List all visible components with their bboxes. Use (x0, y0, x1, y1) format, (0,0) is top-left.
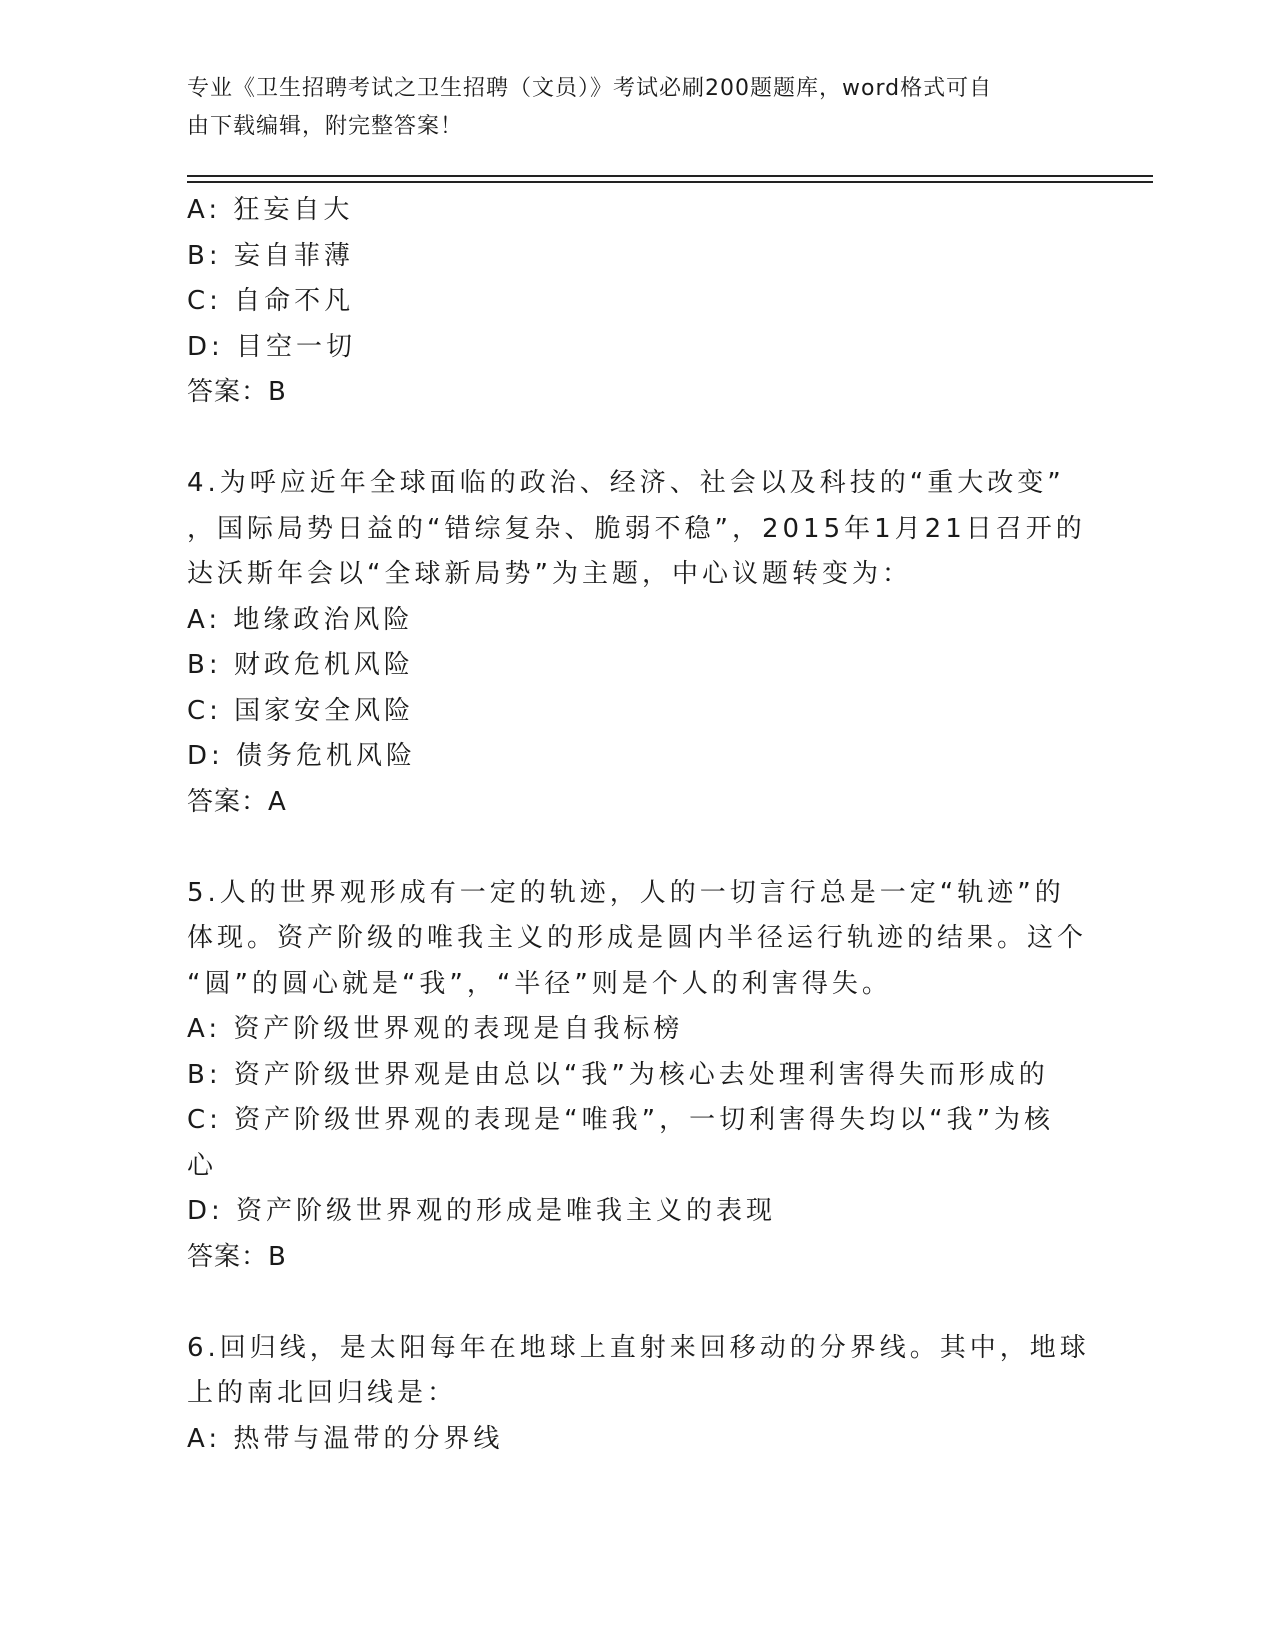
option-b: B: 财政危机风险 (187, 650, 414, 680)
option-d: D: 资产阶级世界观的形成是唯我主义的表现 (187, 1196, 777, 1226)
question-stem: 5.人的世界观形成有一定的轨迹，人的一切言行总是一定“轨迹”的 (187, 877, 1065, 908)
answer: 答案：A (187, 786, 287, 817)
question-6 (187, 1326, 1090, 1463)
answer: 答案：B (187, 1241, 287, 1272)
question-stem: “圆”的圆心就是“我”，“半径”则是个人的利害得失。 (187, 968, 892, 999)
header-rule-bottom (187, 181, 1153, 183)
option-a: A: 狂妄自大 (187, 195, 354, 225)
question-stem: 4.为呼应近年全球面临的政治、经济、社会以及科技的“重大改变” (187, 468, 1065, 498)
answer: 答案：B (187, 377, 287, 407)
option-d: D: 债务危机风险 (187, 741, 417, 771)
option-c: C: 资产阶级世界观的表现是“唯我”，一切利害得失均以“我”为核 (187, 1105, 1055, 1135)
question-3 (187, 188, 1087, 416)
option-a: A: 地缘政治风险 (187, 604, 414, 635)
header-line-1: 专业《卫生招聘考试之卫生招聘（文员）》考试必刷200题题库，word格式可自 (187, 76, 993, 101)
document-header (187, 70, 1067, 146)
option-a: A: 资产阶级世界观的表现是自我标榜 (187, 1014, 684, 1044)
header-rule-top (187, 175, 1153, 177)
question-5 (187, 871, 1087, 1281)
question-4 (187, 461, 1087, 825)
option-b: B: 妄自菲薄 (187, 240, 354, 271)
option-a: A: 热带与温带的分界线 (187, 1423, 504, 1454)
option-d: D: 目空一切 (187, 331, 357, 362)
spacer (187, 1280, 1087, 1326)
question-stem: 体现。资产阶级的唯我主义的形成是圆内半径运行轨迹的结果。这个 (187, 923, 1088, 953)
header-line-2: 由下载编辑，附完整答案！ (187, 114, 464, 139)
question-stem: 达沃斯年会以“全球新局势”为主题，中心议题转变为： (187, 559, 912, 589)
option-c-continued: 心 (187, 1150, 218, 1181)
spacer (187, 416, 1087, 462)
question-list (187, 188, 1090, 1462)
option-c: C: 国家安全风险 (187, 695, 415, 726)
question-stem: 上的南北回归线是： (187, 1378, 458, 1408)
option-b: B: 资产阶级世界观是由总以“我”为核心去处理利害得失而形成的 (187, 1059, 1049, 1090)
option-c: C: 自命不凡 (187, 286, 355, 316)
question-stem: ，国际局势日益的“错综复杂、脆弱不稳”，2015年1月21日召开的 (187, 513, 1086, 544)
question-stem: 6.回归线，是太阳每年在地球上直射来回移动的分界线。其中，地球 (187, 1332, 1090, 1363)
spacer (187, 825, 1087, 871)
